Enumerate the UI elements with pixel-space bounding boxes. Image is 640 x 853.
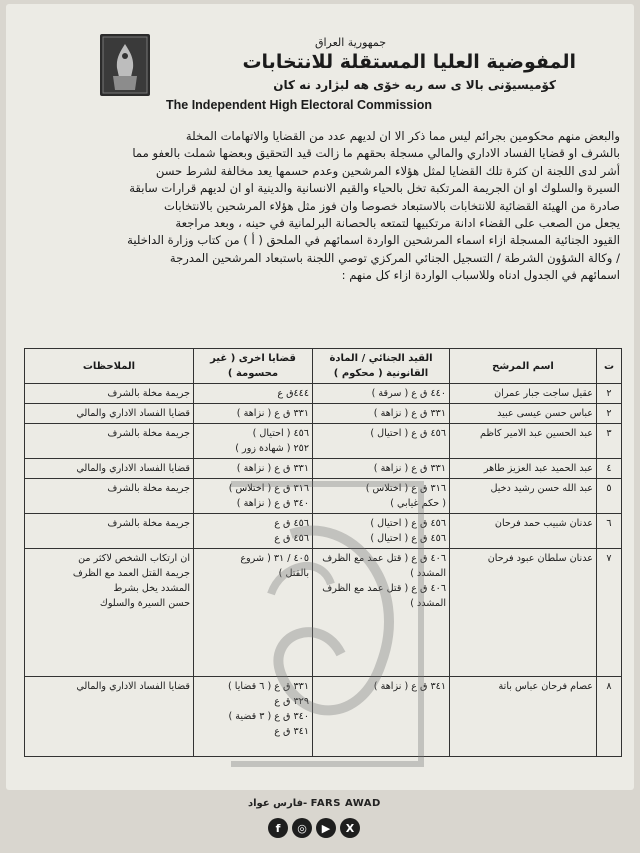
criminal-record-line: ٤٠٦ ق ع ( قتل عمد مع الظرف — [322, 553, 446, 564]
candidate-name: عبد الحسين عبد الامير كاظم — [450, 424, 597, 459]
criminal-record-line: ٤٤٠ ق ع ( سرقة ) — [371, 388, 446, 399]
criminal-record — [313, 479, 450, 514]
candidate-name: عبد الله حسن رشيد دخيل — [450, 479, 597, 514]
criminal-record — [313, 677, 450, 757]
candidate-name: عدنان سلطان عبود فرحان — [450, 549, 597, 677]
col-header-case: القيد الجنائي / المادة القانونية ( محكوم ) — [313, 349, 450, 384]
table-row — [25, 514, 622, 549]
criminal-record-line: ٣٣١ ق ع ( نزاهة ) — [373, 463, 446, 474]
notes — [25, 514, 194, 549]
table-row — [25, 424, 622, 459]
notes-line: قضايا الفساد الاداري والمالي — [76, 408, 190, 419]
notes — [25, 384, 194, 404]
notes-line: المشدد يخل بشرط — [113, 583, 190, 594]
notes-line: ان ارتكاب الشخص لاكثر من — [78, 553, 190, 564]
col-header-name: اسم المرشح — [450, 349, 597, 384]
table-row — [25, 677, 622, 757]
other-cases-line: ٣٢٩ ق ع — [274, 696, 309, 707]
table-row — [25, 459, 622, 479]
paragraph-line: يجعل من الصعب على القضاء ادانة مرتكبيها لتمتعه بالحصانة البرلمانية في حينه ، وبعد مراجعة — [175, 216, 620, 231]
col-header-notes: الملاحظات — [25, 349, 194, 384]
other-cases — [194, 424, 313, 459]
candidate-name: عقيل ساجت جبار عمران — [450, 384, 597, 404]
other-cases-line: ٣٤٠ ق ع ( نزاهة ) — [236, 498, 309, 509]
paragraph-line: بالشرف او قضايا الفساد الاداري والمالي مسجلة بحقهم ما زالت قيد التحقيق وبعضها شملت بالعفو مما — [132, 146, 620, 161]
other-cases — [194, 514, 313, 549]
row-number: ٤ — [597, 459, 622, 479]
youtube-icon[interactable]: ▶ — [316, 818, 336, 838]
candidate-name: عدنان شبيب حمد فرحان — [450, 514, 597, 549]
other-cases-line: ٣٣١ ق ع ( نزاهة ) — [236, 408, 309, 419]
candidate-name: عبد الحميد عبد العزيز طاهر — [450, 459, 597, 479]
table-body — [25, 384, 622, 757]
commission-logo — [100, 34, 150, 96]
table-row — [25, 549, 622, 677]
candidate-name: عصام فرحان عباس باتة — [450, 677, 597, 757]
notes-line: جريمة مخلة بالشرف — [107, 483, 190, 494]
other-cases — [194, 384, 313, 404]
body-paragraph — [24, 128, 620, 285]
other-cases — [194, 404, 313, 424]
notes — [25, 404, 194, 424]
row-number: ٢ — [597, 404, 622, 424]
paragraph-line: أشر لدى اللجنة ان كثرة تلك القضايا لمثل هؤلاء المرشحين وعدم حسمها يعد مخالفة لشرط حسن — [155, 163, 620, 178]
table-row — [25, 404, 622, 424]
paragraph-line: صادرة من الهيئة القضائية للانتخابات بالاستبعاد خصوصا وان فوز مثل هؤلاء المرشحين بالانتخابات — [163, 198, 620, 213]
commission-title-ar: المفوضية العليا المستقلة للانتخابات — [242, 51, 576, 73]
other-cases — [194, 479, 313, 514]
row-number: ٨ — [597, 677, 622, 757]
notes — [25, 549, 194, 677]
other-cases-line: ٤٥٦ ق ع — [274, 518, 309, 529]
table-header-row — [25, 349, 622, 384]
criminal-record — [313, 514, 450, 549]
paragraph-line: السيرة والسلوك او ان الجريمة المرتكبة تخل بالحياء والقيم الانسانية والدينية او ان لديهم قرارات سابقة — [129, 181, 620, 196]
letterhead — [96, 26, 616, 118]
notes — [25, 479, 194, 514]
criminal-record-line: ٣١٦ ق ع ( اختلاس ) — [365, 483, 446, 494]
row-number: ٦ — [597, 514, 622, 549]
paragraph-line: اسمائهم في الجدول ادناه وللاسباب الواردة ازاء كل منهم : — [341, 268, 620, 283]
other-cases-line: ٣٣١ ق ع ( ٦ قضايا ) — [228, 681, 309, 692]
instagram-icon[interactable]: ◎ — [292, 818, 312, 838]
watermark-author: فارس عواد- FARS AWAD — [248, 798, 381, 809]
commission-title-ku: كۆميسيۆنى بالا ى سه ربه خۆى هه لبژارد نه كان — [273, 78, 556, 92]
other-cases — [194, 459, 313, 479]
notes-line: جريمة مخلة بالشرف — [107, 518, 190, 529]
row-number: ٣ — [597, 424, 622, 459]
criminal-record — [313, 459, 450, 479]
paragraph-line: / وكالة الشؤون الشرطة / التسجيل الجنائي المركزي توصي اللجنة باستبعاد المرشحين المدرجة — [169, 250, 620, 265]
x-icon[interactable]: X — [340, 818, 360, 838]
criminal-record-line: ٤٥٦ ق ع ( احتيال ) — [370, 428, 446, 439]
criminal-record-line: المشدد ) — [410, 598, 446, 609]
notes-line: جريمة القتل العمد مع الظرف — [72, 568, 190, 579]
other-cases-line: ٣١٦ ق ع ( اختلاس ) — [228, 483, 309, 494]
other-cases-line: ٣٤٠ ق ع ( ٣ قضية ) — [228, 711, 309, 722]
row-number: ٧ — [597, 549, 622, 677]
candidate-name: عباس حسن عيسى عبيد — [450, 404, 597, 424]
other-cases-line: ٤٥٦ ( احتيال ) — [252, 428, 309, 439]
criminal-record-line: ٣٣١ ق ع ( نزاهة ) — [373, 408, 446, 419]
notes-line: جريمة مخلة بالشرف — [107, 388, 190, 399]
criminal-record — [313, 424, 450, 459]
other-cases — [194, 549, 313, 677]
document-page — [6, 4, 634, 790]
criminal-record-line: ٤٠٦ ق ع ( قتل عمد مع الظرف — [322, 583, 446, 594]
row-number: ٥ — [597, 479, 622, 514]
paragraph-line: والبعض منهم محكومين بجرائم ليس مما ذكر الا ان لديهم عدد من القضايا والاتهامات المخلة — [185, 129, 620, 143]
paragraph-line: القيود الجنائية المسجلة ازاء اسماء المرشحين الواردة اسمائهم في الملحق ( أ ) من كتاب وزارة الداخلية — [127, 233, 620, 248]
criminal-record — [313, 384, 450, 404]
candidates-table — [24, 348, 622, 757]
criminal-record-line: ( حكم غيابي ) — [390, 498, 446, 509]
other-cases-line: ٤٠٥ / ٣١ ( شروع — [240, 553, 309, 564]
other-cases-line: ٤٤٤ق ع — [277, 388, 309, 399]
facebook-icon[interactable]: f — [268, 818, 288, 838]
col-header-other: قضايا اخرى ( غير محسومة ) — [194, 349, 313, 384]
row-number: ٢ — [597, 384, 622, 404]
commission-title-en: The Independent High Electoral Commission — [166, 98, 433, 112]
col-header-number: ت — [597, 349, 622, 384]
notes — [25, 459, 194, 479]
other-cases-line: ٣٣١ ق ع ( نزاهة ) — [236, 463, 309, 474]
notes-line: جريمة مخلة بالشرف — [107, 428, 190, 439]
criminal-record-line: المشدد ) — [410, 568, 446, 579]
other-cases — [194, 677, 313, 757]
social-icons — [268, 818, 360, 838]
criminal-record-line: ٣٤١ ق ع ( نزاهة ) — [373, 681, 446, 692]
notes-line: حسن السيرة والسلوك — [99, 598, 190, 609]
table-row — [25, 479, 622, 514]
criminal-record-line: ٤٥٦ ق ع ( احتيال ) — [370, 533, 446, 544]
criminal-record — [313, 549, 450, 677]
criminal-record-line: ٤٥٦ ق ع ( احتيال ) — [370, 518, 446, 529]
other-cases-line: ٤٥٦ ق ع — [274, 533, 309, 544]
notes-line: قضايا الفساد الاداري والمالي — [76, 463, 190, 474]
table-row — [25, 384, 622, 404]
republic-label: جمهورية العراق — [314, 36, 386, 49]
criminal-record — [313, 404, 450, 424]
notes — [25, 424, 194, 459]
other-cases-line: بالقتل ) — [278, 568, 309, 579]
notes-line: قضايا الفساد الاداري والمالي — [76, 681, 190, 692]
notes — [25, 677, 194, 757]
other-cases-line: ٣٤١ ق ع — [274, 726, 309, 737]
other-cases-line: ٢٥٢ ( شهادة زور ) — [235, 443, 309, 454]
